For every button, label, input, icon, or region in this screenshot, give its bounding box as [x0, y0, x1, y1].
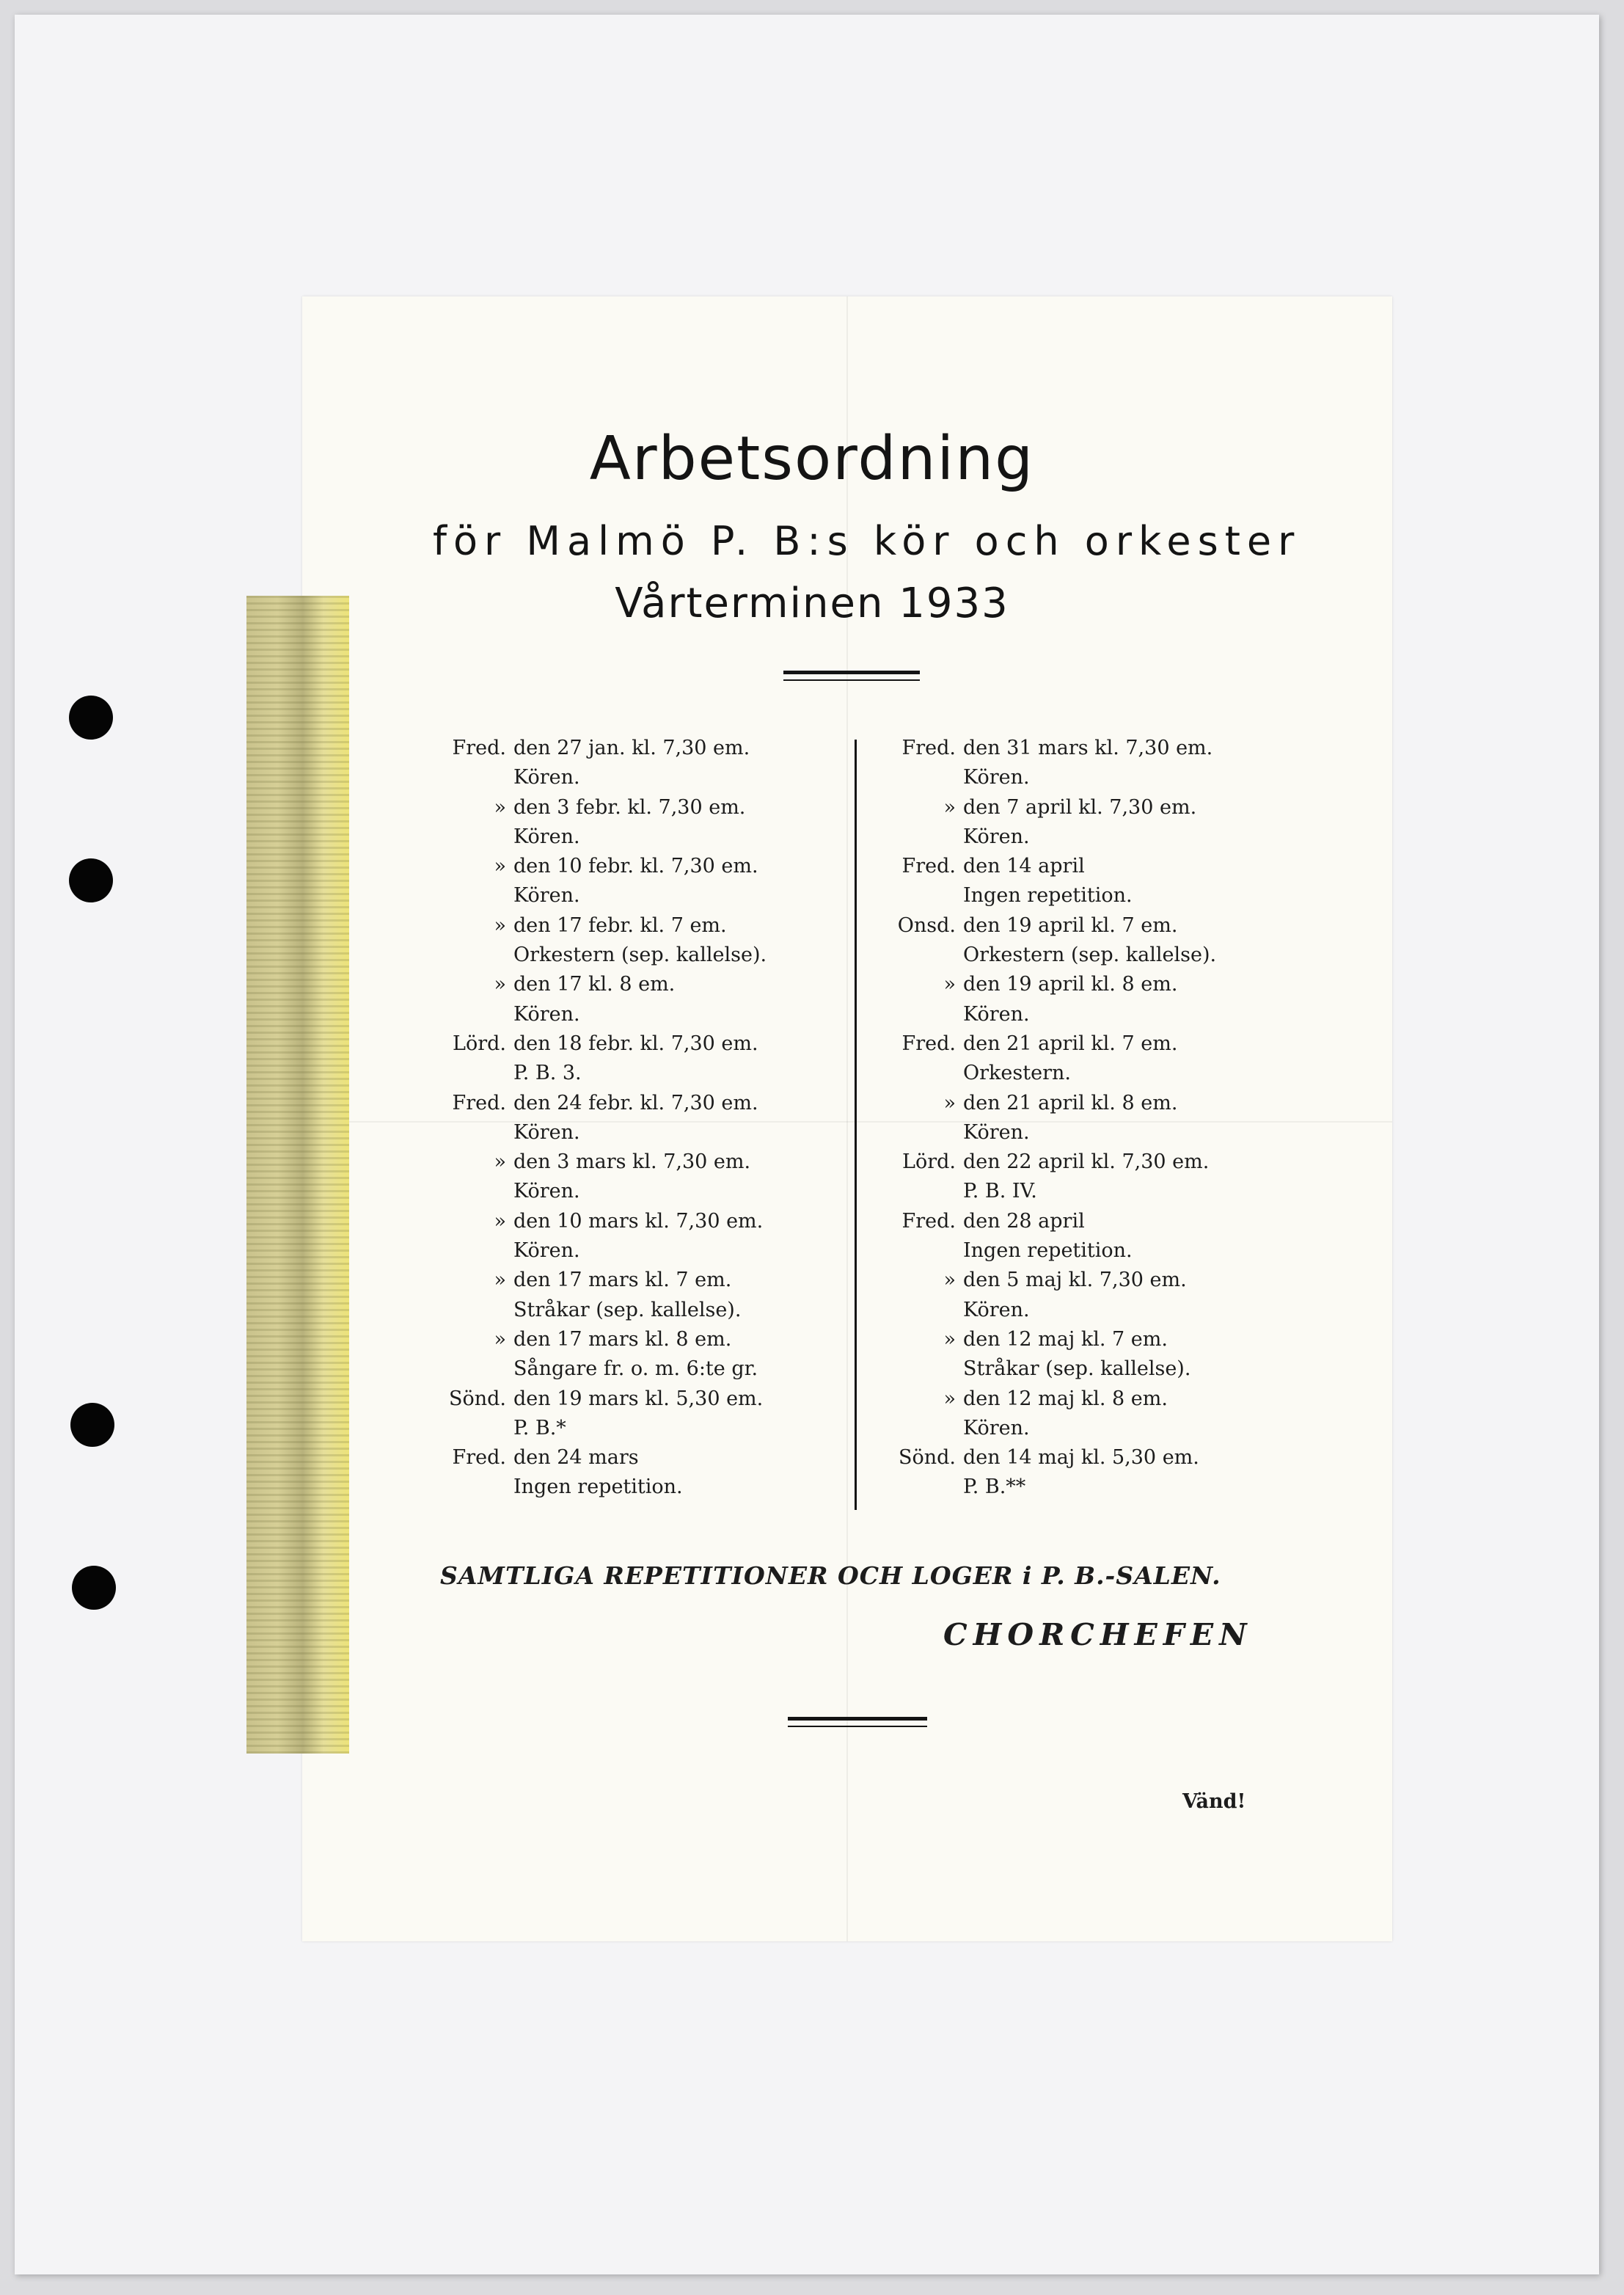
schedule-day: Fred.	[901, 855, 956, 878]
schedule-day: Fred.	[452, 1091, 506, 1114]
schedule-text: den 19 april kl. 7 em.	[963, 913, 1178, 937]
document-title: Arbetsordning	[589, 424, 1035, 494]
schedule-text: Kören.	[963, 1002, 1030, 1026]
schedule-row	[890, 1148, 1301, 1177]
schedule-row	[440, 1089, 822, 1118]
schedule-text: P. B.*	[513, 1416, 566, 1440]
schedule-text: den 3 febr. kl. 7,30 em.	[513, 795, 746, 819]
schedule-day: »	[494, 1269, 506, 1292]
schedule-day: »	[943, 1091, 956, 1114]
schedule-text: P. B.**	[963, 1475, 1026, 1499]
schedule-row	[890, 1384, 1301, 1414]
schedule-text: Stråkar (sep. kallelse).	[963, 1357, 1191, 1381]
punch-hole	[69, 858, 113, 902]
schedule-row	[890, 941, 1301, 970]
schedule-row	[440, 1266, 822, 1295]
schedule-row	[440, 1325, 822, 1354]
punch-hole	[72, 1566, 116, 1610]
schedule-text: den 17 mars kl. 7 em.	[513, 1269, 732, 1292]
punch-hole	[70, 1403, 114, 1447]
adhesive-tape	[246, 596, 349, 1754]
schedule-text: den 12 maj kl. 7 em.	[963, 1327, 1168, 1351]
schedule-text: Kören.	[963, 1298, 1030, 1321]
schedule-row	[440, 1177, 822, 1206]
schedule-text: den 19 april kl. 8 em.	[963, 973, 1178, 996]
schedule-text: Kören.	[513, 1120, 580, 1144]
bottom-rule-thick	[788, 1717, 927, 1721]
schedule-row	[890, 734, 1301, 763]
schedule-text: Orkestern (sep. kallelse).	[963, 944, 1217, 967]
document-term: Vårterminen 1933	[615, 580, 1009, 627]
schedule-text: den 12 maj kl. 8 em.	[963, 1387, 1168, 1410]
schedule-text: den 21 april kl. 8 em.	[963, 1091, 1178, 1114]
bottom-rule-thin	[788, 1726, 927, 1727]
schedule-row	[890, 1089, 1301, 1118]
schedule-row	[440, 852, 822, 881]
schedule-text: Kören.	[513, 1002, 580, 1026]
schedule-day: »	[494, 973, 506, 996]
schedule-text: den 17 mars kl. 8 em.	[513, 1327, 732, 1351]
schedule-text: den 28 april	[963, 1209, 1085, 1233]
schedule-row	[440, 763, 822, 792]
schedule-left-column	[440, 734, 822, 1503]
schedule-row	[890, 970, 1301, 999]
schedule-row	[890, 1029, 1301, 1059]
schedule-text: den 14 maj kl. 5,30 em.	[963, 1446, 1199, 1470]
schedule-day: »	[943, 795, 956, 819]
schedule-text: Kören.	[513, 1180, 580, 1203]
title-rule-thick	[783, 671, 920, 674]
schedule-row	[890, 1266, 1301, 1295]
schedule-row	[440, 1236, 822, 1266]
schedule-text: Kören.	[963, 825, 1030, 848]
schedule-text: Kören.	[513, 884, 580, 908]
schedule-row	[440, 1029, 822, 1059]
schedule-text: den 24 febr. kl. 7,30 em.	[513, 1091, 758, 1114]
schedule-row	[440, 1000, 822, 1029]
schedule-row	[440, 941, 822, 970]
schedule-row	[440, 970, 822, 999]
schedule-row	[440, 1148, 822, 1177]
schedule-text: Kören.	[963, 1416, 1030, 1440]
schedule-row	[890, 911, 1301, 941]
schedule-text: den 27 jan. kl. 7,30 em.	[513, 737, 750, 759]
schedule-text: Orkestern.	[963, 1062, 1071, 1085]
schedule-row	[890, 1118, 1301, 1148]
turn-over-note: Vänd!	[1182, 1790, 1246, 1813]
schedule-day: Fred.	[452, 737, 506, 759]
schedule-day: Fred.	[901, 1209, 956, 1233]
punch-hole	[69, 696, 113, 740]
schedule-row	[890, 1059, 1301, 1088]
schedule-day: Lörd.	[453, 1032, 506, 1055]
schedule-day: »	[494, 1209, 506, 1233]
schedule-row	[890, 1207, 1301, 1236]
footer-note: SAMTLIGA REPETITIONER OCH LOGER i P. B.-SALEN.	[440, 1561, 1221, 1590]
schedule-row	[440, 1296, 822, 1325]
schedule-row	[440, 1473, 822, 1502]
schedule-row	[440, 1414, 822, 1443]
schedule-row	[890, 1236, 1301, 1266]
document-subtitle: för Malmö P. B:s kör och orkester	[433, 518, 1301, 564]
schedule-row	[440, 734, 822, 763]
schedule-row	[890, 1000, 1301, 1029]
schedule-text: Kören.	[513, 825, 580, 848]
schedule-text: den 19 mars kl. 5,30 em.	[513, 1387, 764, 1410]
schedule-text: Ingen repetition.	[963, 884, 1133, 908]
schedule-day: »	[494, 1150, 506, 1174]
schedule-day: Lörd.	[902, 1150, 956, 1174]
schedule-row	[890, 881, 1301, 911]
schedule-row	[440, 822, 822, 852]
schedule-day: »	[494, 795, 506, 819]
schedule-row	[890, 822, 1301, 852]
schedule-day: »	[494, 913, 506, 937]
schedule-row	[440, 793, 822, 822]
schedule-text: den 3 mars kl. 7,30 em.	[513, 1150, 751, 1174]
schedule-row	[890, 1443, 1301, 1473]
schedule-row	[440, 1384, 822, 1414]
schedule-text: Kören.	[513, 1239, 580, 1263]
schedule-text: Kören.	[963, 1120, 1030, 1144]
schedule-text: den 17 febr. kl. 7 em.	[513, 913, 727, 937]
column-divider	[855, 740, 857, 1510]
schedule-day: Sönd.	[448, 1387, 506, 1410]
schedule-text: P. B. 3.	[513, 1062, 582, 1085]
schedule-day: »	[943, 1327, 956, 1351]
schedule-text: den 24 mars	[513, 1446, 639, 1470]
schedule-row	[440, 1207, 822, 1236]
schedule-text: Kören.	[963, 766, 1030, 789]
title-rule-thin	[783, 679, 920, 681]
schedule-day: »	[943, 1387, 956, 1410]
schedule-text: Ingen repetition.	[963, 1239, 1133, 1263]
schedule-row	[890, 793, 1301, 822]
schedule-row	[440, 1059, 822, 1088]
schedule-text: den 21 april kl. 7 em.	[963, 1032, 1178, 1055]
schedule-text: den 10 mars kl. 7,30 em.	[513, 1209, 764, 1233]
schedule-text: den 10 febr. kl. 7,30 em.	[513, 855, 758, 878]
schedule-row	[890, 1296, 1301, 1325]
schedule-text: den 31 mars kl. 7,30 em.	[963, 737, 1213, 759]
schedule-day: Sönd.	[898, 1446, 956, 1470]
schedule-row	[890, 1414, 1301, 1443]
schedule-row	[890, 763, 1301, 792]
schedule-row	[440, 1118, 822, 1148]
schedule-text: den 22 april kl. 7,30 em.	[963, 1150, 1210, 1174]
schedule-row	[890, 852, 1301, 881]
schedule-text: Sångare fr. o. m. 6:te gr.	[513, 1357, 758, 1381]
schedule-day: »	[943, 973, 956, 996]
schedule-text: den 7 april kl. 7,30 em.	[963, 795, 1197, 819]
schedule-text: P. B. IV.	[963, 1180, 1037, 1203]
schedule-day: Fred.	[452, 1446, 506, 1470]
schedule-text: den 5 maj kl. 7,30 em.	[963, 1269, 1187, 1292]
schedule-day: »	[494, 1327, 506, 1351]
schedule-day: »	[494, 855, 506, 878]
schedule-text: Orkestern (sep. kallelse).	[513, 944, 767, 967]
schedule-row	[440, 1443, 822, 1473]
signature: CHORCHEFEN	[943, 1617, 1253, 1652]
schedule-row	[440, 881, 822, 911]
schedule-text: Stråkar (sep. kallelse).	[513, 1298, 742, 1321]
schedule-row	[890, 1473, 1301, 1502]
schedule-row	[440, 1354, 822, 1384]
schedule-day: Onsd.	[897, 913, 956, 937]
schedule-row	[890, 1325, 1301, 1354]
schedule-text: den 18 febr. kl. 7,30 em.	[513, 1032, 758, 1055]
schedule-text: den 14 april	[963, 855, 1085, 878]
schedule-row	[440, 911, 822, 941]
schedule-right-column	[890, 734, 1301, 1503]
schedule-row	[890, 1177, 1301, 1206]
schedule-day: Fred.	[901, 737, 956, 759]
schedule-text: Ingen repetition.	[513, 1475, 683, 1499]
schedule-row	[890, 1354, 1301, 1384]
schedule-text: Kören.	[513, 766, 580, 789]
schedule-text: den 17 kl. 8 em.	[513, 973, 676, 996]
schedule-day: Fred.	[901, 1032, 956, 1055]
schedule-day: »	[943, 1269, 956, 1292]
